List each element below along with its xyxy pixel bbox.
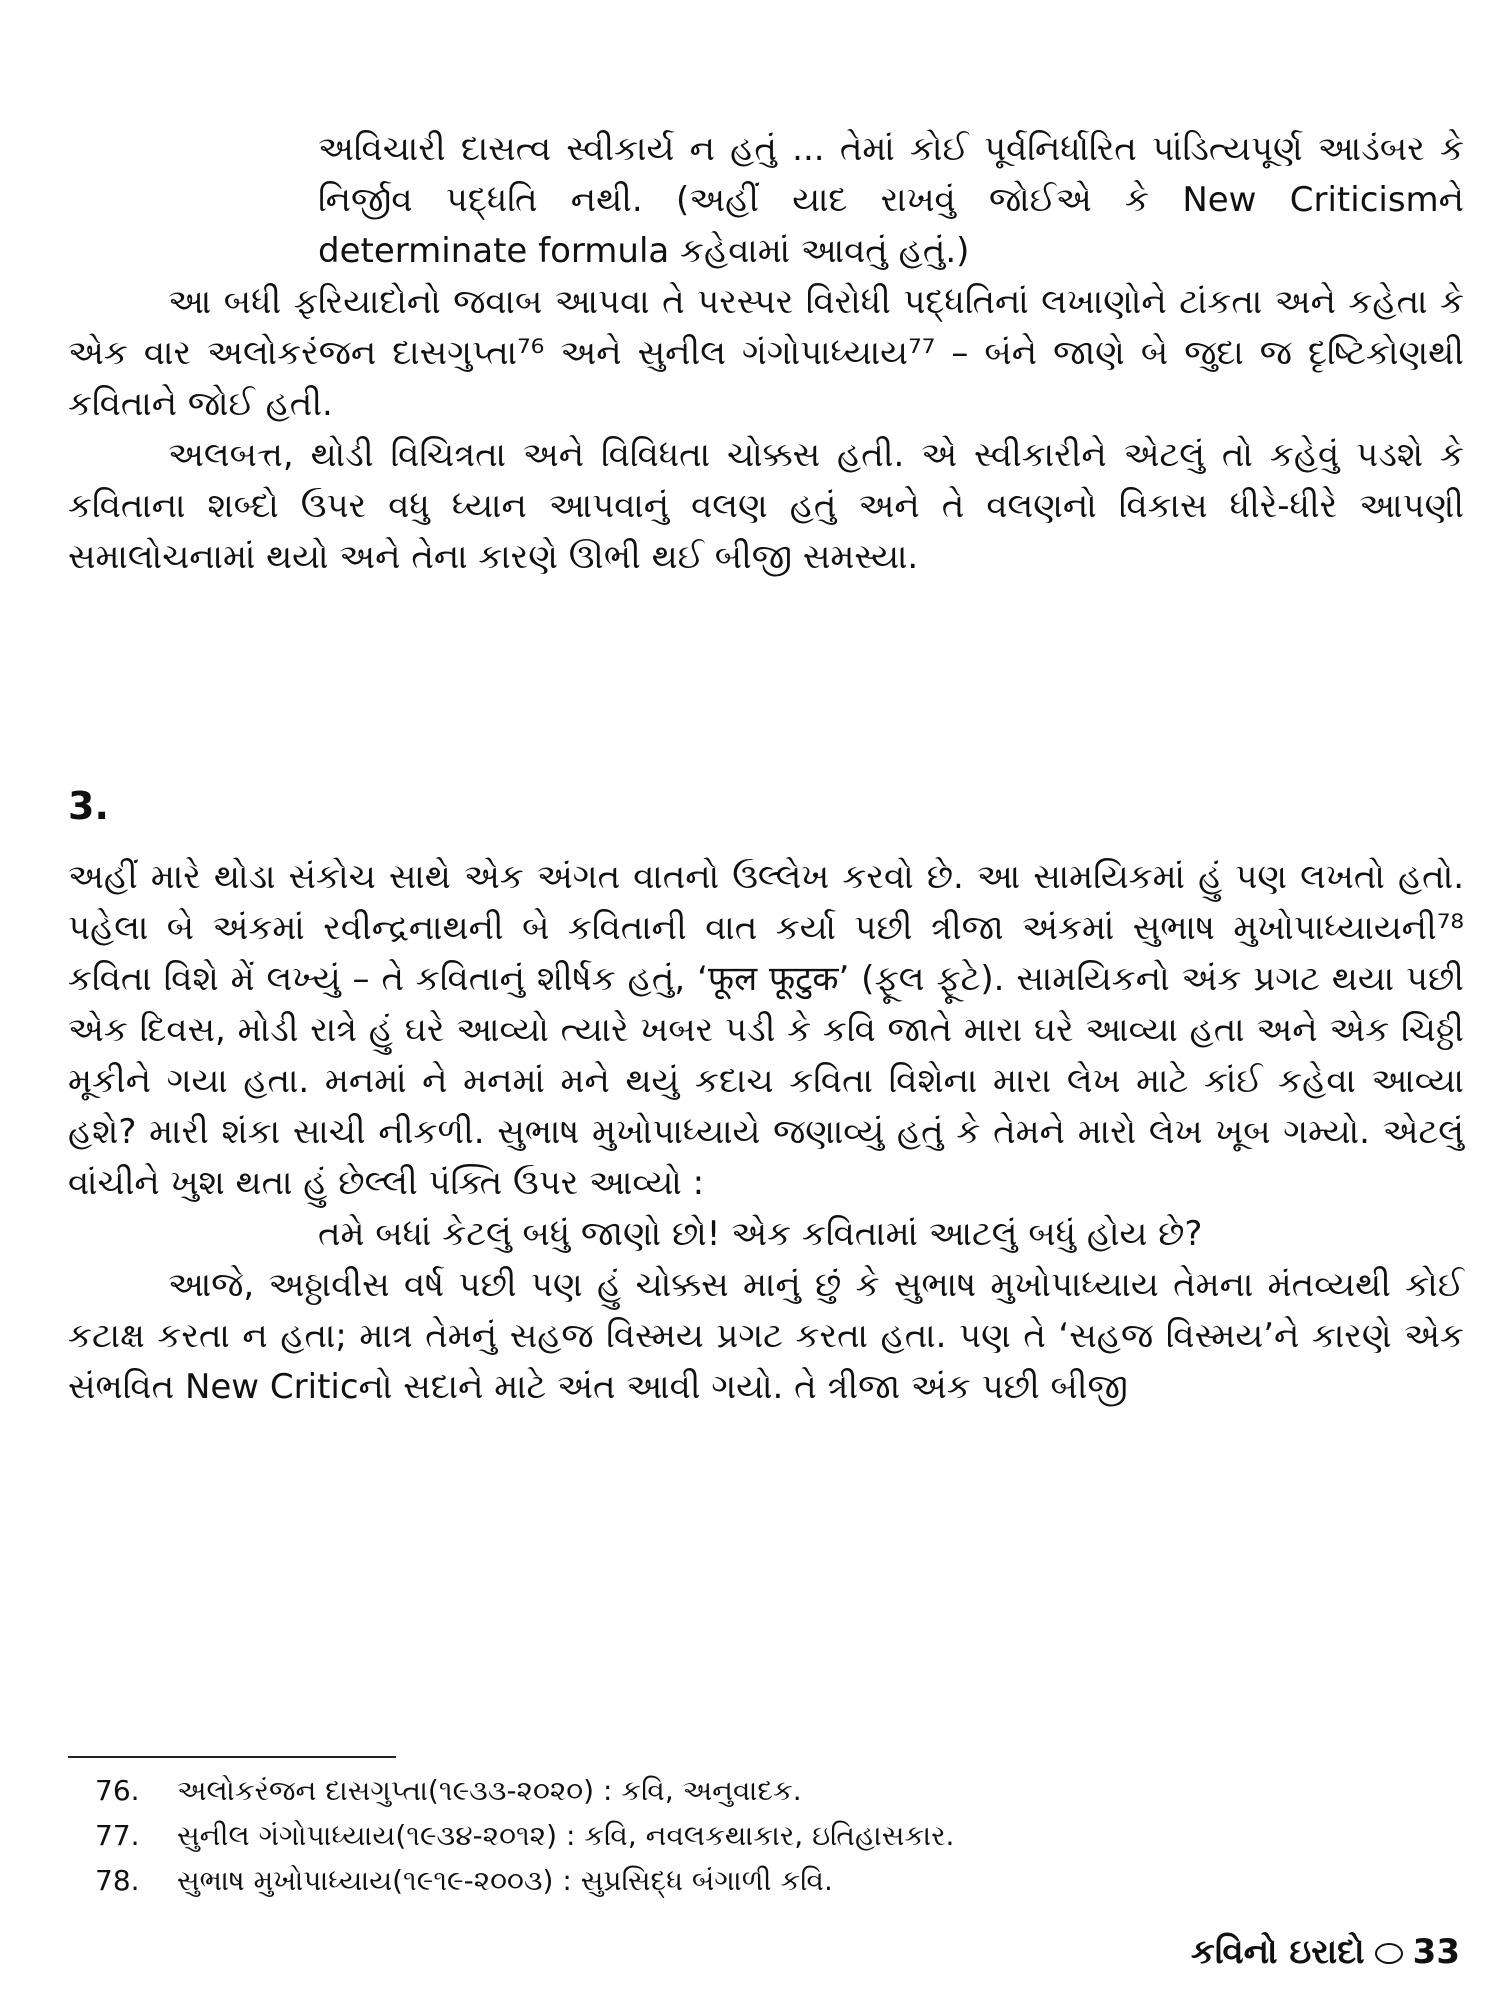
- paragraph: આ બધી ફરિયાદોનો જવાબ આપવા તે પરસ્પર વિરોધી પદ્ધતિનાં લખાણોને ટાંકતા અને કહેતા કે એક વાર અલોકરંજન દાસગુપ્તા⁷⁶ અને સુનીલ ગંગોપાધ્યાય⁷⁷ – બંને જાણે બે જુદા જ દૃષ્ટિકોણથી કવિતાને જોઈ હતી.: [68, 282, 1464, 424]
- footnote-number: 76.: [95, 1774, 140, 1807]
- footnote-number: 77.: [95, 1819, 140, 1852]
- paragraph: આજે, અઠ્ઠાવીસ વર્ષ પછી પણ હું ચોક્કસ માનું છું કે સુભાષ મુખોપાધ્યાય તેમના મંતવ્યથી કોઈ કટાક્ષ કરતા ન હતા; માત્ર તેમનું સહજ વિસ્મય પ્રગટ કરતા હતા. પણ તે ‘સહજ વિસ્મય’ને કારણે એક સંભવિત New Criticનો સદાને માટે અંત આવી ગયો. તે ત્રીજા અંક પછી બીજી: [68, 1265, 1464, 1407]
- footnote: [95, 1858, 1395, 1903]
- circle-ornament-icon: [1375, 1943, 1403, 1964]
- paragraph: અલબત્ત, થોડી વિચિત્રતા અને વિવિધતા ચોક્કસ હતી. એ સ્વીકારીને એટલું તો કહેવું પડશે કે કવિતાના શબ્દો ઉપર વધુ ધ્યાન આપવાનું વલણ હતું અને તે વલણનો વિકાસ ધીરે-ધીરે આપણી સમાલોચનામાં થયો અને તેના કારણે ઊભી થઈ બીજી સમસ્યા.: [68, 435, 1464, 577]
- footnote: [95, 1768, 1395, 1813]
- running-title: કવિનો ઇરાદો: [1190, 1932, 1365, 1972]
- page-footer: [1191, 1932, 1460, 1972]
- section-number: 3.: [68, 784, 109, 828]
- block-quote-opening: અવિચારી દાસત્વ સ્વીકાર્ય ન હતું ... તેમાં કોઈ પૂર્વનિર્ધારિત પાંડિત્યપૂર્ણ આડંબર કે નિર્જીવ પદ્ધતિ નથી. (અહીં યાદ રાખવું જોઈએ કે New Criticismને determinate formula કહેવામાં આવતું હતું.): [318, 129, 1464, 271]
- block-quote: તમે બધાં કેટલું બધું જાણો છો! એક કવિતામાં આટલું બધું હોય છે?: [318, 1214, 1203, 1254]
- footnote: [95, 1813, 1395, 1858]
- footnote-text: સુભાષ મુખોપાધ્યાય(૧૯૧૯-૨૦૦૩) : સુપ્રસિદ્ધ બંગાળી કવિ.: [177, 1864, 833, 1897]
- body-text-top: [68, 124, 1464, 583]
- footnotes: [95, 1768, 1395, 1903]
- footnote-text: સુનીલ ગંગોપાધ્યાય(૧૯૩૪-૨૦૧૨) : કવિ, નવલકથાકાર, ઇતિહાસકાર.: [177, 1819, 955, 1852]
- body-text-bottom: [68, 852, 1464, 1413]
- footnote-divider: [68, 1756, 396, 1758]
- page-number: 33: [1412, 1932, 1460, 1972]
- paragraph: અહીં મારે થોડા સંકોચ સાથે એક અંગત વાતનો ઉલ્લેખ કરવો છે. આ સામયિકમાં હું પણ લખતો હતો. પહેલા બે અંકમાં રવીન્દ્રનાથની બે કવિતાની વાત કર્યા પછી ત્રીજા અંકમાં સુભાષ મુખોપાધ્યાયની⁷⁸ કવિતા વિશે મેં લખ્યું – તે કવિતાનું શીર્ષક હતું, ‘फूल फूटुक’ (ફૂલ ફૂટે). સામયિકનો અંક પ્રગટ થયા પછી એક દિવસ, મોડી રાત્રે હું ઘરે આવ્યો ત્યારે ખબર પડી કે કવિ જાતે મારા ઘરે આવ્યા હતા અને એક ચિઠ્ઠી મૂકીને ગયા હતા. મનમાં ને મનમાં મને થયું કદાચ કવિતા વિશેના મારા લેખ માટે કાંઈ કહેવા આવ્યા હશે? મારી શંકા સાચી નીકળી. સુભાષ મુખોપાધ્યાયે જણાવ્યું હતું કે તેમને મારો લેખ ખૂબ ગમ્યો. એટલું વાંચીને ખુશ થતા હું છેલ્લી પંક્તિ ઉપર આવ્યો :: [68, 857, 1464, 1203]
- footnote-number: 78.: [95, 1864, 140, 1897]
- footnote-text: અલોકરંજન દાસગુપ્તા(૧૯૩૩-૨૦૨૦) : કવિ, અનુવાદક.: [177, 1774, 802, 1807]
